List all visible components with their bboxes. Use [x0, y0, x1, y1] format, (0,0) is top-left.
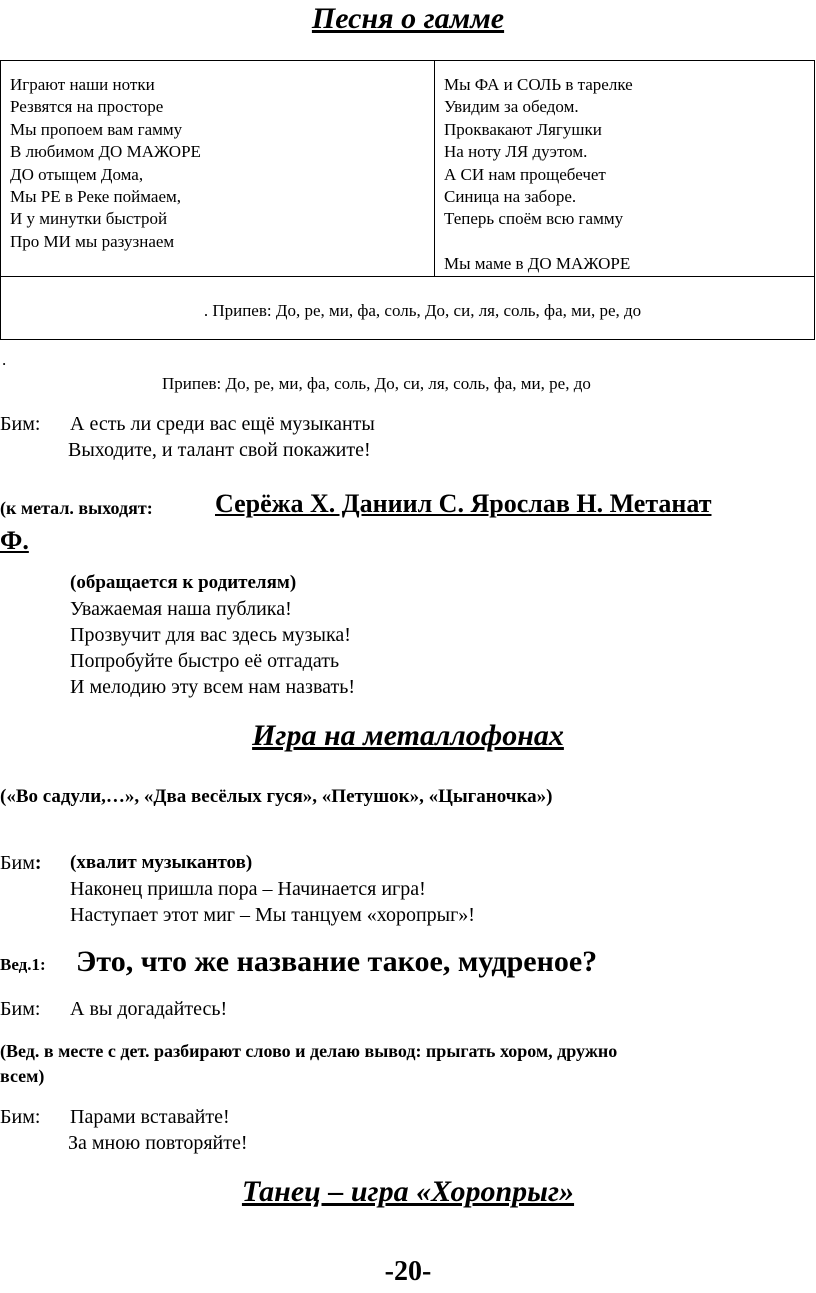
- bim-line-3: Наконец пришла пора – Начинается игра!: [70, 878, 426, 900]
- bim-line-4: Наступает этот миг – Мы танцуем «хоропрыг»!: [70, 904, 475, 926]
- ved-note-line-1: (Вед. в месте с дет. разбирают слово и делаю вывод: прыгать хором, дружно: [0, 1041, 618, 1061]
- bim-line-7: За мною повторяйте!: [68, 1132, 248, 1154]
- ved-note-line-2: всем): [0, 1066, 45, 1086]
- verse-line: На ноту ЛЯ дуэтом.: [444, 142, 588, 162]
- songs-list: («Во садули,…», «Два весёлых гуся», «Петушок», «Цыганочка»): [0, 786, 553, 807]
- section-title-metallophones: Игра на металлофонах: [252, 719, 564, 752]
- performers-names-cont: Ф.: [0, 526, 29, 555]
- song-chorus: . Припев: До, ре, ми, фа, соль, До, си, ля, соль, фа, ми, ре, до: [203, 300, 642, 320]
- bim-line-6: Парами вставайте!: [70, 1106, 230, 1128]
- chorus-repeat: Припев: До, ре, ми, фа, соль, До, си, ля, соль, фа, ми, ре, до: [162, 374, 591, 393]
- song-verse-left: [1, 61, 435, 277]
- verse-line: Теперь споём всю гамму: [444, 209, 624, 229]
- ved1-speaker: Вед.1:: [0, 955, 46, 974]
- song-chorus-cell: [1, 276, 815, 339]
- verse-line: В любимом ДО МАЖОРЕ: [10, 142, 201, 162]
- bim-speaker-1: Бим:: [0, 413, 41, 435]
- bim-line-1: А есть ли среди вас ещё музыканты: [70, 413, 375, 435]
- verse-line: Синица на заборе.: [444, 186, 577, 206]
- song-verse-right: [435, 61, 815, 277]
- verse-line: Играют наши нотки: [10, 75, 155, 94]
- bim-speaker-3: Бим:: [0, 998, 41, 1020]
- parents-line: Прозвучит для вас здесь музыка!: [70, 624, 351, 646]
- parents-line: Уважаемая наша публика!: [70, 598, 292, 620]
- verse-line: Мы пропоем вам гамму: [10, 119, 183, 139]
- parents-note: (обращается к родителям): [70, 572, 297, 593]
- ved1-line: Это, что же название такое, мудреное?: [76, 945, 598, 978]
- verse-line: Мы РЕ в Реке поймаем,: [10, 186, 181, 206]
- bim-line-2: Выходите, и талант свой покажите!: [68, 439, 371, 461]
- section-title-dance: Танец – игра «Хоропрыг»: [241, 1175, 575, 1208]
- verse-line: Резвятся на просторе: [10, 97, 164, 117]
- bim-line-5: А вы догадайтесь!: [70, 998, 228, 1020]
- bim-note: (хвалит музыкантов): [70, 852, 253, 873]
- bim-speaker-2: Бим:: [0, 852, 42, 874]
- verse-line: ДО отыщем Дома,: [10, 164, 144, 184]
- parents-line: И мелодию эту всем нам назвать!: [70, 676, 356, 698]
- verse-line: А СИ нам прощебечет: [444, 164, 606, 184]
- song-table: [0, 60, 815, 340]
- parents-line: Попробуйте быстро её отгадать: [70, 650, 340, 672]
- verse-line: И у минутки быстрой: [10, 209, 168, 229]
- page-number: -20-: [384, 1256, 432, 1287]
- performers-names: Серёжа Х. Даниил С. Ярослав Н. Метанат: [215, 489, 712, 518]
- bim-speaker-4: Бим:: [0, 1106, 41, 1128]
- verse-line: Мы ФА и СОЛЬ в тарелке: [444, 75, 633, 94]
- verse-line: Проквакают Лягушки: [444, 119, 602, 139]
- verse-line: Увидим за обедом.: [444, 97, 579, 117]
- verse-line: Мы маме в ДО МАЖОРЕ: [444, 254, 631, 274]
- page-title: Песня о гамме: [311, 2, 505, 35]
- performers-lead: (к метал. выходят:: [0, 498, 153, 518]
- stray-dot: .: [2, 350, 7, 369]
- verse-line: [444, 231, 814, 253]
- verse-line: Про МИ мы разузнаем: [10, 231, 175, 251]
